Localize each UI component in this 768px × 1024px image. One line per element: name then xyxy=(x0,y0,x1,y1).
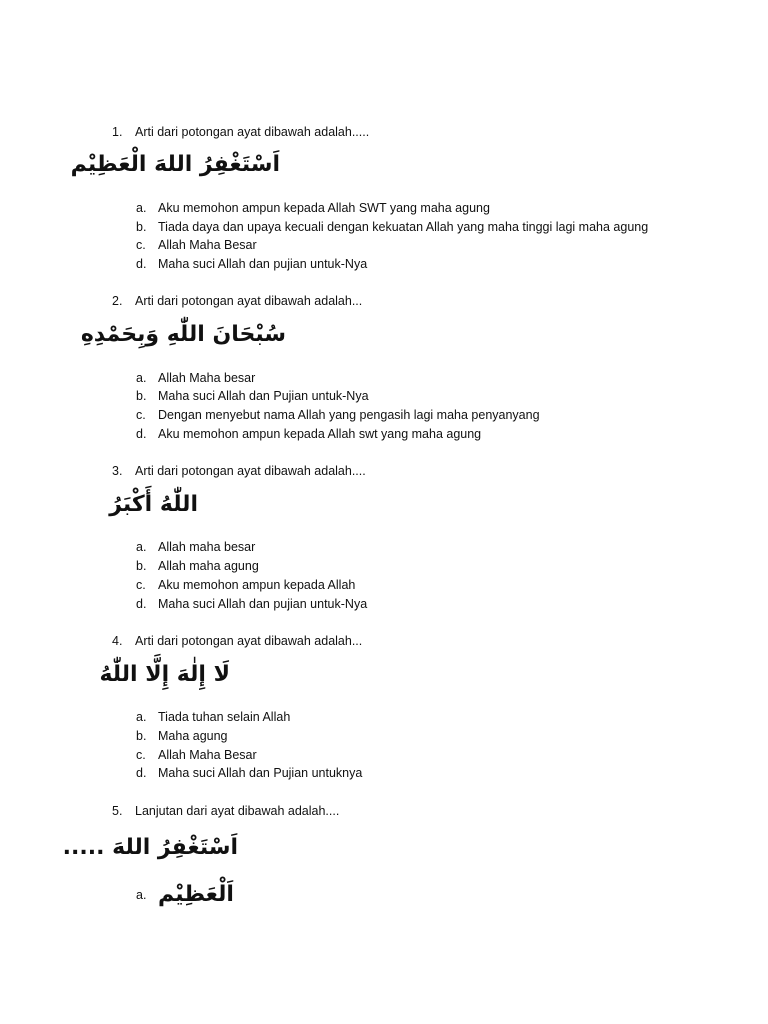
question-number: 5. xyxy=(112,804,123,818)
arabic-verse: اَسْتَغْفِرُ اللهَ الْعَظِيْم xyxy=(70,152,280,177)
question-2-prompt xyxy=(112,293,362,309)
arabic-verse: اللّٰهُ أَكْبَرُ xyxy=(109,492,198,517)
question-text: Lanjutan dari ayat dibawah adalah.... xyxy=(135,804,340,818)
question-text: Arti dari potongan ayat dibawah adalah.... xyxy=(135,464,366,478)
option-b: b. Tiada daya dan upaya kecuali dengan kekuatan Allah yang maha tinggi lagi maha agung xyxy=(136,220,649,234)
option-d: d. Maha suci Allah dan pujian untuk-Nya xyxy=(136,257,368,271)
option-b: b. Maha agung xyxy=(136,729,228,743)
option-c: c. Dengan menyebut nama Allah yang pengasih lagi maha penyanyang xyxy=(136,408,540,422)
question-text: Arti dari potongan ayat dibawah adalah... xyxy=(135,294,363,308)
question-number: 1. xyxy=(112,125,123,139)
question-1-prompt xyxy=(112,124,369,140)
question-text: Arti dari potongan ayat dibawah adalah..... xyxy=(135,125,370,139)
option-a: a. اَلْعَظِيْم xyxy=(136,880,234,910)
option-c: c. Allah Maha Besar xyxy=(136,238,257,252)
option-b: b. Allah maha agung xyxy=(136,559,259,573)
question-5-prompt xyxy=(112,803,339,819)
option-c: c. Aku memohon ampun kepada Allah xyxy=(136,578,356,592)
question-number: 2. xyxy=(112,294,123,308)
arabic-option-text: اَلْعَظِيْم xyxy=(158,882,234,907)
option-a: a. Allah maha besar xyxy=(136,540,256,554)
option-a: a. Aku memohon ampun kepada Allah SWT yang maha agung xyxy=(136,201,490,215)
option-c: c. Allah Maha Besar xyxy=(136,748,257,762)
question-number: 3. xyxy=(112,464,123,478)
question-4-prompt xyxy=(112,633,362,649)
arabic-verse: اَسْتَغْفِرُ اللهَ ..... xyxy=(62,835,238,860)
arabic-verse: سُبْحَانَ اللّٰهِ وَبِحَمْدِهِ xyxy=(80,322,286,347)
question-text: Arti dari potongan ayat dibawah adalah... xyxy=(135,634,363,648)
question-number: 4. xyxy=(112,634,123,648)
question-3-prompt xyxy=(112,463,366,479)
option-a: a. Allah Maha besar xyxy=(136,371,256,385)
option-a: a. Tiada tuhan selain Allah xyxy=(136,710,291,724)
option-d: d. Maha suci Allah dan pujian untuk-Nya xyxy=(136,597,368,611)
option-b: b. Maha suci Allah dan Pujian untuk-Nya xyxy=(136,389,369,403)
arabic-verse: لَا إِلٰهَ إِلَّا اللّٰهُ xyxy=(99,662,230,687)
option-d: d. Aku memohon ampun kepada Allah swt yang maha agung xyxy=(136,427,482,441)
option-d: d. Maha suci Allah dan Pujian untuknya xyxy=(136,766,363,780)
